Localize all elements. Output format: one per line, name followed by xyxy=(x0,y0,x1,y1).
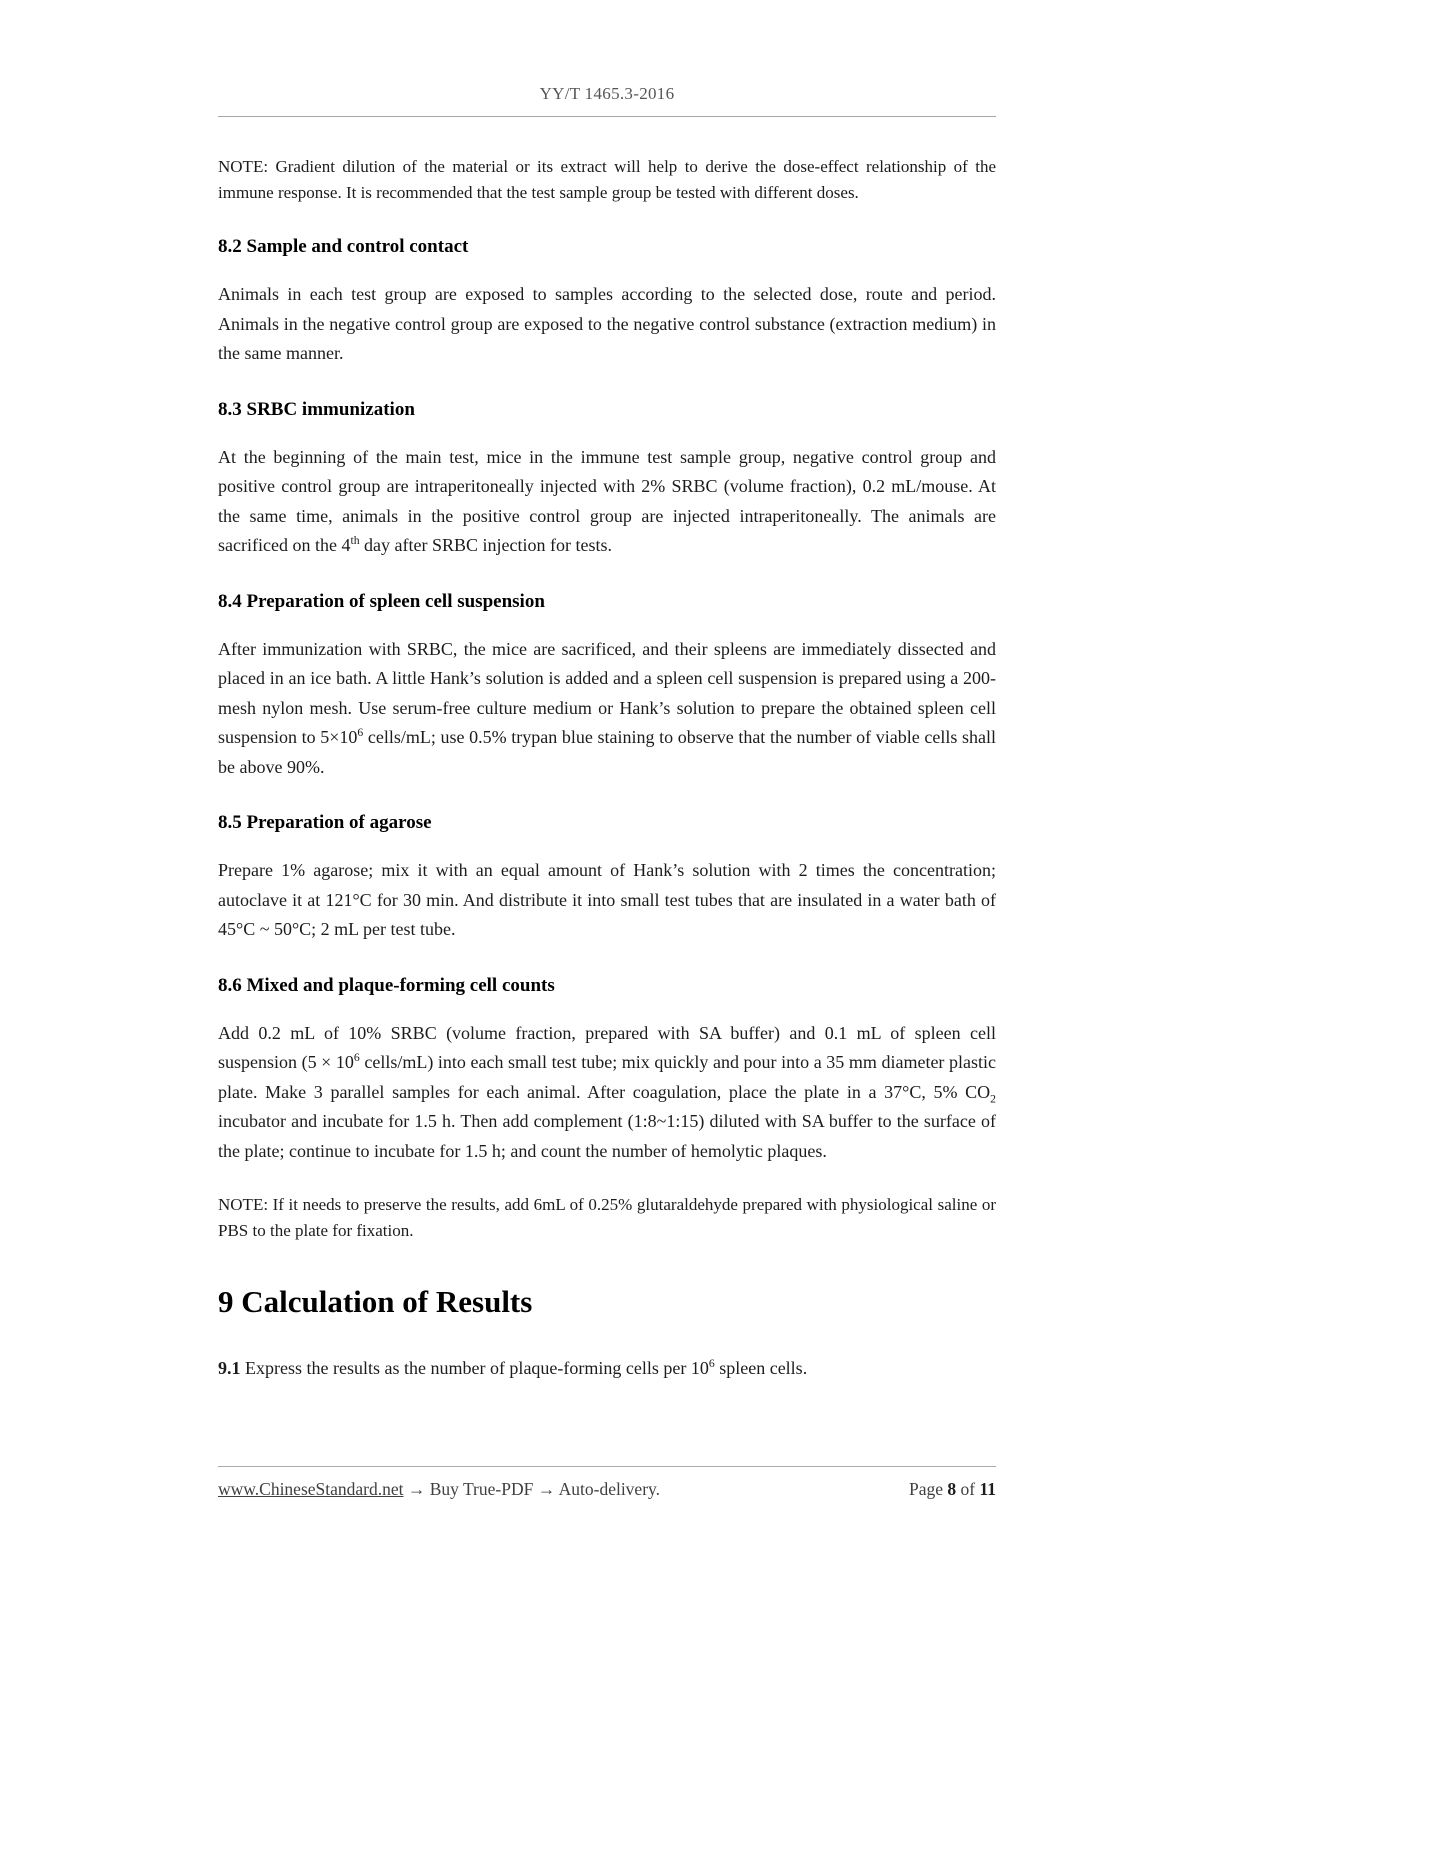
section-heading-8-3: 8.3 SRBC immunization xyxy=(218,398,415,420)
section-heading-8-5: 8.5 Preparation of agarose xyxy=(218,812,432,833)
paragraph-8-4: After immunization with SRBC, the mice are sacrificed, and their spleens are immediately dissected and placed in an ice bath. A little Hank’s solution is added and a spleen cell suspension is prepared using a 200-mesh nylon mesh. Use serum-free culture medium or Hank’s solution to prepare the obtained spleen cell suspension to $5\times 10^6$ cells/mL; use 0.5% trypan blue staining to observe that the number of viable cells shall be above 90%. xyxy=(218,638,996,777)
section-heading-8-6: 8.6 Mixed and plaque-forming cell counts xyxy=(218,974,555,996)
paragraph-8-5: Prepare 1% agarose; mix it with an equal amount of Hank’s solution with 2 times the concentration; autoclave it at 121°C for 30 min. And distribute it into small test tubes that are insulated in a water bath of 45°C ~ 50°C; 2 mL per test tube. xyxy=(218,860,996,939)
footer-row xyxy=(218,1479,996,1500)
note-paragraph-preserve-results: NOTE: If it needs to preserve the results, add 6mL of 0.25% glutaraldehyde prepared with physiological saline or PBS to the plate for fixation. xyxy=(218,1195,996,1240)
page-footer xyxy=(218,1466,996,1500)
section-heading-8-4: 8.4 Preparation of spleen cell suspension xyxy=(218,590,545,612)
paragraph-9-1: 9.1 Express the results as the number of plaque-forming cells per $10^6$ spleen cells. xyxy=(218,1357,808,1378)
section-heading-8-2: 8.2 Sample and control contact xyxy=(218,236,469,257)
paragraph-8-6: Add 0.2 mL of 10% SRBC (volume fraction, prepared with SA buffer) and 0.1 mL of spleen cell suspension ($5 \times 10^6$ cells/mL) into each small test tube; mix quickly and pour into a 35 mm diameter plastic plate. Make 3 parallel samples for each animal. After coagulation, place the plate in a 37°C, 5% $CO_2$ incubator and incubate for 1.5 h. Then add complement (1:8~1:15) diluted with SA buffer to the surface of the plate; continue to incubate for 1.5 h; and count the number of hemolytic plaques. xyxy=(218,1022,996,1161)
paragraph-8-2: Animals in each test group are exposed to samples according to the selected dose, route and period. Animals in the negative control group are exposed to the negative control substance (extraction medium) in the same manner. xyxy=(218,284,996,363)
document-page xyxy=(218,0,996,1384)
page-number-indicator: Page 8 of 11 xyxy=(908,1479,996,1499)
footer-divider xyxy=(218,1466,996,1467)
footer-source xyxy=(218,1479,660,1500)
note-paragraph-gradient-dilution: NOTE: Gradient dilution of the material or its extract will help to derive the dose-effect relationship of the immune response. It is recommended that the test sample group be tested with different doses. xyxy=(218,157,996,202)
document-number: YY/T 1465.3-2016 xyxy=(539,84,675,103)
chinesestandard-link[interactable]: www.ChineseStandard.net xyxy=(218,1479,404,1499)
header-divider xyxy=(218,116,996,117)
footer-purchase-text: → Buy True-PDF → Auto-delivery. xyxy=(403,1479,661,1499)
paragraph-8-3: At the beginning of the main test, mice in the immune test sample group, negative control group and positive control group are intraperitoneally injected with 2% SRBC (volume fraction), 0.2 mL/mouse. At the same time, animals in the positive control group are injected intraperitoneally. The animals are sacrificed on the 4th day after SRBC injection for tests. xyxy=(218,446,996,555)
chapter-heading-9: 9 Calculation of Results xyxy=(218,1284,533,1319)
